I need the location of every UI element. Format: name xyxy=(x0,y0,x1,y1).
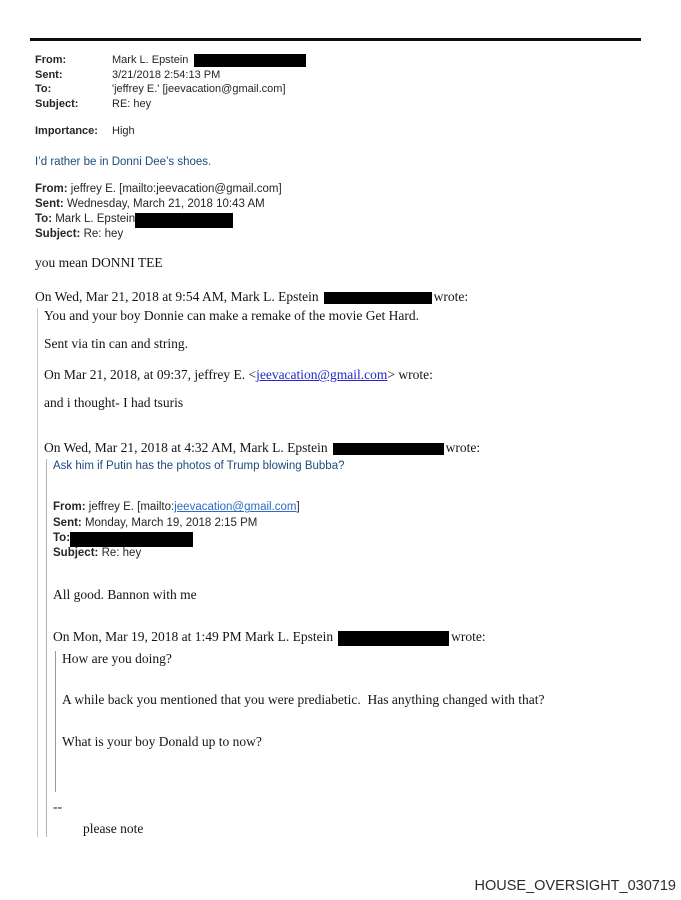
document-content xyxy=(0,38,681,837)
sent-value: Monday, March 19, 2018 2:15 PM xyxy=(81,516,258,529)
header-separator-line xyxy=(30,38,641,41)
message-tsuris: and i thought- I had tsuris xyxy=(44,395,184,411)
sender-name: Mark L. Epstein xyxy=(112,54,189,66)
attribution-text: On Wed, Mar 21, 2018 at 4:32 AM, Mark L. Epstein xyxy=(44,440,328,456)
message-prediabetic: A while back you mentioned that you were prediabetic. Has anything changed with that? xyxy=(62,691,545,707)
subject-value: Re: hey xyxy=(98,546,142,559)
redaction-bar xyxy=(333,443,444,455)
sent-value: 3/21/2018 2:54:13 PM xyxy=(112,68,221,81)
outlook-header xyxy=(35,53,661,139)
quote-attribution-0937 xyxy=(44,367,661,383)
quoted-subject-row xyxy=(53,546,661,561)
reply-note: I’d rather be in Donni Dee’s shoes. xyxy=(35,155,212,168)
quote-level-3 xyxy=(55,651,661,792)
subject-label: Subject: xyxy=(35,228,81,241)
from-value xyxy=(112,53,306,68)
redaction-bar xyxy=(338,631,449,646)
quoted-subject-row xyxy=(35,227,661,242)
header-row-subject xyxy=(35,97,661,112)
quote-attribution-954am xyxy=(35,289,661,305)
subject-value: Re: hey xyxy=(80,228,124,241)
attribution-text: wrote: xyxy=(451,629,486,645)
quoted-from-row xyxy=(35,182,661,197)
quoted-sent-row xyxy=(53,516,661,531)
quoted-to-row xyxy=(53,531,661,546)
attribution-text: On Mon, Mar 19, 2018 at 1:49 PM Mark L. Epstein xyxy=(53,629,334,645)
message-donni-tee: you mean DONNI TEE xyxy=(35,255,163,271)
quote-level-2 xyxy=(46,459,661,836)
subject-value: RE: hey xyxy=(112,97,152,110)
quoted-sent-row xyxy=(35,197,661,212)
email-link[interactable]: jeevacation@gmail.com xyxy=(174,501,297,514)
signature-note: please note xyxy=(83,820,144,836)
quoted-from-row xyxy=(53,500,661,515)
attribution-text: On Mar 21, 2018, at 09:37, jeffrey E. < xyxy=(44,367,257,383)
sent-label: Sent: xyxy=(35,68,63,81)
to-value: Mark L. Epstein xyxy=(52,212,136,225)
redaction-bar xyxy=(194,54,306,67)
header-row-from xyxy=(35,53,661,68)
redaction-bar xyxy=(70,532,193,547)
message-bannon: All good. Bannon with me xyxy=(53,587,197,603)
quoted-to-row xyxy=(35,212,661,227)
to-label: To: xyxy=(35,212,53,225)
quote-level-1 xyxy=(37,308,661,836)
header-row-sent xyxy=(35,68,661,83)
message-get-hard: You and your boy Donnie can make a remake of the movie Get Hard. xyxy=(44,308,420,324)
subject-label: Subject: xyxy=(35,97,79,110)
quote-trailing-space xyxy=(62,750,661,792)
redaction-bar xyxy=(324,292,432,304)
to-value: 'jeffrey E.' [jeevacation@gmail.com] xyxy=(112,83,286,95)
sent-value: Wednesday, March 21, 2018 10:43 AM xyxy=(63,197,265,210)
from-value: jeffrey E. [mailto:jeevacation@gmail.com] xyxy=(67,182,282,195)
attribution-text: wrote: xyxy=(445,440,481,456)
redaction-bar xyxy=(135,213,233,228)
message-putin-note: Ask him if Putin has the photos of Trump blowing Bubba? xyxy=(53,460,345,473)
quote-attribution-149pm xyxy=(53,629,661,645)
email-link[interactable]: jeevacation@gmail.com xyxy=(256,367,388,383)
quoted-header-march19 xyxy=(53,500,661,561)
bates-number: HOUSE_OVERSIGHT_030719 xyxy=(474,878,676,894)
importance-label: Importance: xyxy=(35,125,98,137)
sent-label: Sent: xyxy=(35,197,64,210)
from-label: From: xyxy=(35,182,68,195)
subject-label: Subject: xyxy=(53,546,99,559)
from-label: From: xyxy=(53,501,86,514)
sent-label: Sent: xyxy=(53,516,82,529)
message-donald: What is your boy Donald up to now? xyxy=(62,733,262,749)
header-row-importance xyxy=(35,124,661,139)
message-how-are-you: How are you doing? xyxy=(62,650,172,666)
from-value: ] xyxy=(296,501,300,514)
attribution-text: > wrote: xyxy=(387,367,433,383)
to-label: To: xyxy=(53,531,71,544)
from-label: From: xyxy=(35,54,67,66)
attribution-text: wrote: xyxy=(433,289,469,305)
signature-dashes: -- xyxy=(53,798,62,814)
to-label: To: xyxy=(35,83,52,95)
from-value: jeffrey E. [mailto: xyxy=(85,501,175,514)
message-tin-can: Sent via tin can and string. xyxy=(44,336,188,352)
quote-attribution-432am xyxy=(44,440,661,456)
header-row-to xyxy=(35,82,661,97)
attribution-text: On Wed, Mar 21, 2018 at 9:54 AM, Mark L. Epstein xyxy=(35,289,319,305)
importance-value: High xyxy=(112,125,135,137)
quoted-header-march21 xyxy=(35,182,661,243)
